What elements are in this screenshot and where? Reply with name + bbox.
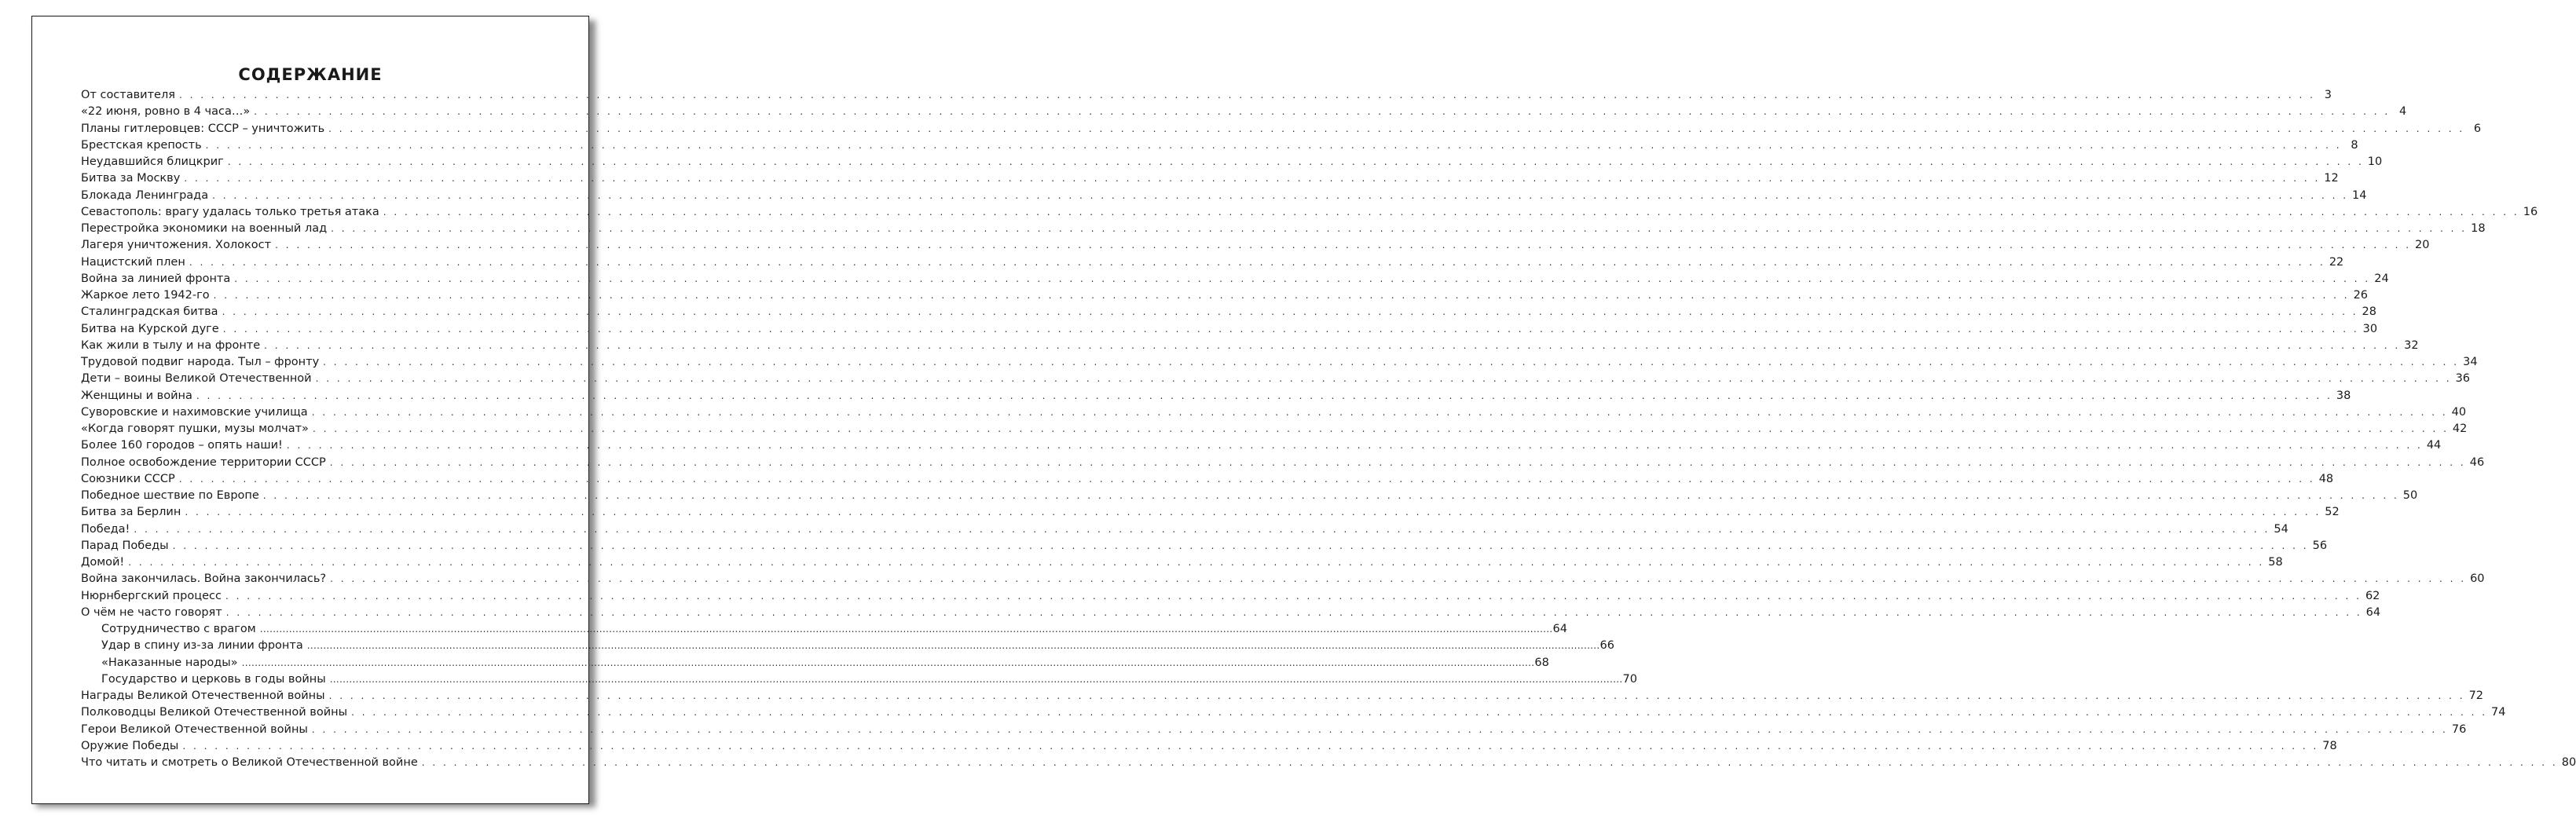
toc-entry bbox=[81, 356, 2478, 372]
toc-page-number: 78 bbox=[2322, 739, 2337, 752]
toc-page-number: 20 bbox=[2415, 239, 2430, 252]
toc-entry-title: Дети – воины Великой Отечественной bbox=[81, 372, 312, 386]
toc-page-number: 38 bbox=[2336, 389, 2351, 402]
toc-entry-title: «Когда говорят пушки, музы молчат» bbox=[81, 422, 309, 435]
toc-entry bbox=[81, 405, 2467, 422]
toc-entry-title: Лагеря уничтожения. Холокост bbox=[81, 239, 272, 252]
toc-entry-title: Герои Великой Отечественной войны bbox=[81, 722, 308, 736]
dot-leader: . . . . . . . . . . . . . . . . . . . . . . . . . . . . . . . . . . . . . . . . . . . . . . . . . . . . . . . . . . . . . . . . . . . . . . . . . . . . . . . . . . . . . . . . . . . . . . . . . . . . . . . . . . . . . . . . . . . . . . . . . . . . . . . . . . . . . . . . . . . . . . . . . . . . . . . . . . . . . . . . . . . . . . . . . . . . . . . . . . . . . . . . . . . . . . . . . . . . . . . . bbox=[311, 723, 2448, 735]
dot-leader: . . . . . . . . . . . . . . . . . . . . . . . . . . . . . . . . . . . . . . . . . . . . . . . . . . . . . . . . . . . . . . . . . . . . . . . . . . . . . . . . . . . . . . . . . . . . . . . . . . . . . . . . . . . . . . . . . . . . . . . . . . . . . . . . . . . . . . . . . . . . . . . . . . . . . . . . . . . . . . . . . . . . . . . . . . . . . . . . . . . . . . . . . . . . . . . . . . . . . . . . bbox=[128, 557, 2265, 568]
toc-page-number: 44 bbox=[2426, 439, 2442, 452]
toc-page-number: 48 bbox=[2318, 472, 2334, 485]
toc-entry bbox=[81, 338, 2419, 356]
toc-page-number: 58 bbox=[2268, 556, 2283, 569]
toc-entry-title: Что читать и смотреть о Великой Отечественной войне bbox=[81, 756, 418, 769]
toc-entry bbox=[81, 272, 2389, 289]
toc-entry-title: Нацистский плен bbox=[81, 255, 185, 269]
page-title: СОДЕРЖАНИЕ bbox=[238, 65, 383, 84]
dot-leader: . . . . . . . . . . . . . . . . . . . . . . . . . . . . . . . . . . . . . . . . . . . . . . . . . . . . . . . . . . . . . . . . . . . . . . . . . . . . . . . . . . . . . . . . . . . . . . . . . . . . . . . . . . . . . . . . . . . . . . . . . . . . . . . . . . . . . . . . . . . . . . . . . . . . . . . . . . . . . . . . . . . . . . . . . . . . . . . . . . . . . . . . . . . . . . . . . . . . . . . . bbox=[383, 206, 2519, 218]
dot-leader: . . . . . . . . . . . . . . . . . . . . . . . . . . . . . . . . . . . . . . . . . . . . . . . . . . . . . . . . . . . . . . . . . . . . . . . . . . . . . . . . . . . . . . . . . . . . . . . . . . . . . . . . . . . . . . . . . . . . . . . . . . . . . . . . . . . . . . . . . . . . . . . . . . . . . . . . . . . . . . . . . . . . . . . . . . . . . . . . . . . . . . . . . . . . . . . . . . . . . . . . bbox=[331, 223, 2468, 234]
toc-page-number: 56 bbox=[2312, 539, 2328, 552]
toc-page-number: 54 bbox=[2274, 522, 2288, 536]
toc-entry-title: Более 160 городов – опять наши! bbox=[81, 439, 283, 452]
toc-page-number: 6 bbox=[2473, 122, 2482, 135]
toc-entry-title: Война за линией фронта bbox=[81, 272, 231, 285]
table-of-contents bbox=[81, 89, 2576, 773]
dot-leader: . . . . . . . . . . . . . . . . . . . . . . . . . . . . . . . . . . . . . . . . . . . . . . . . . . . . . . . . . . . . . . . . . . . . . . . . . . . . . . . . . . . . . . . . . . . . . . . . . . . . . . . . . . . . . . . . . . . . . . . . . . . . . . . . . . . . . . . . . . . . . . . . . . . . . . . . . . . . . . . . . . . . . . . . . . . . . . . . . . . . . . . . . . . . . . . . . . . . . . . . bbox=[254, 106, 2391, 118]
toc-entry bbox=[81, 489, 2418, 506]
toc-entry bbox=[81, 556, 2283, 572]
toc-page-number: 74 bbox=[2491, 706, 2506, 719]
toc-entry-title: Полководцы Великой Отечественной войны bbox=[81, 706, 348, 719]
toc-entry-title: Полное освобождение территории СССР bbox=[81, 455, 326, 469]
toc-page-number: 46 bbox=[2469, 455, 2485, 469]
dot-leader: . . . . . . . . . . . . . . . . . . . . . . . . . . . . . . . . . . . . . . . . . . . . . . . . . . . . . . . . . . . . . . . . . . . . . . . . . . . . . . . . . . . . . . . . . . . . . . . . . . . . . . . . . . . . . . . . . . . . . . . . . . . . . . . . . . . . . . . . . . . . . . . . . . . . . . . . . . . . . . . . . . . . . . . . . . . . . . . . . . . . . . . . . . . . . . . . . . . . . . . . bbox=[330, 573, 2467, 585]
toc-entry bbox=[81, 605, 2381, 623]
toc-page-number: 50 bbox=[2402, 489, 2418, 502]
toc-entry-title: Неудавшийся блицкриг bbox=[81, 155, 224, 168]
dot-leader: . . . . . . . . . . . . . . . . . . . . . . . . . . . . . . . . . . . . . . . . . . . . . . . . . . . . . . . . . . . . . . . . . . . . . . . . . . . . . . . . . . . . . . . . . . . . . . . . . . . . . . . . . . . . . . . . . . . . . . . . . . . . . . . . . . . . . . . . . . . . . . . . . . . . . . . . . . . . . . . . . . . . . . . . . . . . . . . . . . . . . . . . . . . . . . . . . . . . . . . . bbox=[351, 707, 2488, 719]
dot-leader: . . . . . . . . . . . . . . . . . . . . . . . . . . . . . . . . . . . . . . . . . . . . . . . . . . . . . . . . . . . . . . . . . . . . . . . . . . . . . . . . . . . . . . . . . . . . . . . . . . . . . . . . . . . . . . . . . . . . . . . . . . . . . . . . . . . . . . . . . . . . . . . . . . . . . . . . . . . . . . . . . . . . . . . . . . . . . . . . . . . . . . . . . . . . . . . . . . . . . . . . bbox=[134, 523, 2270, 535]
dot-leader: . . . . . . . . . . . . . . . . . . . . . . . . . . . . . . . . . . . . . . . . . . . . . . . . . . . . . . . . . . . . . . . . . . . . . . . . . . . . . . . . . . . . . . . . . . . . . . . . . . . . . . . . . . . . . . . . . . . . . . . . . . . . . . . . . . . . . . . . . . . . . . . . . . . . . . . . . . . . . . . . . . . . . . . . . . . . . . . . . . . . . . . . . . . . . . . . . . . . . . . . bbox=[178, 473, 2315, 485]
toc-entry bbox=[81, 572, 2485, 589]
toc-entry bbox=[81, 155, 2383, 172]
toc-entry bbox=[81, 89, 2332, 105]
toc-page-number: 72 bbox=[2468, 689, 2484, 702]
dot-leader: . . . . . . . . . . . . . . . . . . . . . . . . . . . . . . . . . . . . . . . . . . . . . . . . . . . . . . . . . . . . . . . . . . . . . . . . . . . . . . . . . . . . . . . . . . . . . . . . . . . . . . . . . . . . . . . . . . . . . . . . . . . . . . . . . . . . . . . . . . . . . . . . . . . . . . . . . . . . . . . . . . . . . . . . . . . . . . . . . . . . . . . . . . . . . . . . . . . . . . . . bbox=[328, 690, 2465, 701]
toc-entry-title: Как жили в тылу и на фронте bbox=[81, 338, 261, 352]
document-page bbox=[31, 16, 2576, 804]
dot-leader: . . . . . . . . . . . . . . . . . . . . . . . . . . . . . . . . . . . . . . . . . . . . . . . . . . . . . . . . . . . . . . . . . . . . . . . . . . . . . . . . . . . . . . . . . . . . . . . . . . . . . . . . . . . . . . . . . . . . . . . . . . . . . . . . . . . . . . . . . . . . . . . . . . . . . . . . . . . . . . . . . . . . . . . . . . . . . . . . . . . . . . . . . . . . . . . . . . . . . . . . bbox=[222, 323, 2359, 335]
dot-leader: . . . . . . . . . . . . . . . . . . . . . . . . . . . . . . . . . . . . . . . . . . . . . . . . . . . . . . . . . . . . . . . . . . . . . . . . . . . . . . . . . . . . . . . . . . . . . . . . . . . . . . . . . . . . . . . . . . . . . . . . . . . . . . . . . . . . . . . . . . . . . . . . . . . . . . . . . . . . . . . . . . . . . . . . . . . . . . . . . . . . . . . . . . . . . . . . . . . . . . . . bbox=[312, 423, 2449, 434]
toc-page-number: 8 bbox=[2351, 138, 2358, 152]
dot-leader: . . . . . . . . . . . . . . . . . . . . . . . . . . . . . . . . . . . . . . . . . . . . . . . . . . . . . . . . . . . . . . . . . . . . . . . . . . . . . . . . . . . . . . . . . . . . . . . . . . . . . . . . . . . . . . . . . . . . . . . . . . . . . . . . . . . . . . . . . . . . . . . . . . . . . . . . . . . . . . . . . . . . . . . . . . . . . . . . . . . . . . . . . . . . . . . . . . . . . . . . bbox=[323, 357, 2460, 368]
toc-entry-title: Нюрнбергский процесс bbox=[81, 589, 222, 602]
toc-entry-title: О чём не часто говорят bbox=[81, 605, 222, 619]
toc-entry bbox=[81, 472, 2334, 489]
toc-page-number: 36 bbox=[2455, 372, 2471, 386]
dot-leader: . . . . . . . . . . . . . . . . . . . . . . . . . . . . . . . . . . . . . . . . . . . . . . . . . . . . . . . . . . . . . . . . . . . . . . . . . . . . . . . . . . . . . . . . . . . . . . . . . . . . . . . . . . . . . . . . . . . . . . . . . . . . . . . . . . . . . . . . . . . . . . . . . . . . . . . . . . . . . . . . . . . . . . . . . . . . . . . . . . . . . . . . . . . . . . . . . . . . . . . . bbox=[178, 90, 2315, 101]
toc-page-number: 52 bbox=[2325, 506, 2340, 519]
toc-entry bbox=[81, 589, 2380, 606]
dot-leader: ................................................................................................................................................................................................................................................................................................................................................................................................................ bbox=[306, 640, 1600, 652]
toc-page-number: 3 bbox=[2324, 89, 2332, 101]
toc-entry bbox=[81, 439, 2442, 455]
toc-entry bbox=[81, 506, 2340, 522]
toc-subentry bbox=[81, 639, 1614, 656]
dot-leader: . . . . . . . . . . . . . . . . . . . . . . . . . . . . . . . . . . . . . . . . . . . . . . . . . . . . . . . . . . . . . . . . . . . . . . . . . . . . . . . . . . . . . . . . . . . . . . . . . . . . . . . . . . . . . . . . . . . . . . . . . . . . . . . . . . . . . . . . . . . . . . . . . . . . . . . . . . . . . . . . . . . . . . . . . . . . . . . . . . . . . . . . . . . . . . . . . . . . . . . . bbox=[262, 490, 2399, 501]
dot-leader: . . . . . . . . . . . . . . . . . . . . . . . . . . . . . . . . . . . . . . . . . . . . . . . . . . . . . . . . . . . . . . . . . . . . . . . . . . . . . . . . . . . . . . . . . . . . . . . . . . . . . . . . . . . . . . . . . . . . . . . . . . . . . . . . . . . . . . . . . . . . . . . . . . . . . . . . . . . . . . . . . . . . . . . . . . . . . . . . . . . . . . . . . . . . . . . . . . . . . . . . bbox=[225, 606, 2362, 618]
toc-entry-title: Домой! bbox=[81, 556, 125, 569]
dot-leader: . . . . . . . . . . . . . . . . . . . . . . . . . . . . . . . . . . . . . . . . . . . . . . . . . . . . . . . . . . . . . . . . . . . . . . . . . . . . . . . . . . . . . . . . . . . . . . . . . . . . . . . . . . . . . . . . . . . . . . . . . . . . . . . . . . . . . . . . . . . . . . . . . . . . . . . . . . . . . . . . . . . . . . . . . . . . . . . . . . . . . . . . . . . . . . . . . . . . . . . . bbox=[205, 139, 2342, 151]
dot-leader: . . . . . . . . . . . . . . . . . . . . . . . . . . . . . . . . . . . . . . . . . . . . . . . . . . . . . . . . . . . . . . . . . . . . . . . . . . . . . . . . . . . . . . . . . . . . . . . . . . . . . . . . . . . . . . . . . . . . . . . . . . . . . . . . . . . . . . . . . . . . . . . . . . . . . . . . . . . . . . . . . . . . . . . . . . . . . . . . . . . . . . . . . . . . . . . . . . . . . . . . bbox=[213, 290, 2350, 301]
toc-entry bbox=[81, 138, 2358, 155]
toc-entry-title: Брестская крепость bbox=[81, 138, 202, 152]
toc-entry-title: Битва за Москву bbox=[81, 172, 181, 185]
toc-entry-title: От составителя bbox=[81, 89, 175, 101]
toc-entry-title: Удар в спину из-за линии фронта bbox=[101, 639, 303, 653]
toc-entry bbox=[81, 739, 2337, 756]
toc-page-number: 16 bbox=[2523, 205, 2538, 218]
dot-leader: . . . . . . . . . . . . . . . . . . . . . . . . . . . . . . . . . . . . . . . . . . . . . . . . . . . . . . . . . . . . . . . . . . . . . . . . . . . . . . . . . . . . . . . . . . . . . . . . . . . . . . . . . . . . . . . . . . . . . . . . . . . . . . . . . . . . . . . . . . . . . . . . . . . . . . . . . . . . . . . . . . . . . . . . . . . . . . . . . . . . . . . . . . . . . . . . . . . . . . . . bbox=[189, 256, 2325, 268]
dot-leader: . . . . . . . . . . . . . . . . . . . . . . . . . . . . . . . . . . . . . . . . . . . . . . . . . . . . . . . . . . . . . . . . . . . . . . . . . . . . . . . . . . . . . . . . . . . . . . . . . . . . . . . . . . . . . . . . . . . . . . . . . . . . . . . . . . . . . . . . . . . . . . . . . . . . . . . . . . . . . . . . . . . . . . . . . . . . . . . . . . . . . . . . . . . . . . . . . . . . . . . . bbox=[182, 740, 2319, 752]
toc-entry bbox=[81, 455, 2485, 473]
toc-entry bbox=[81, 305, 2376, 322]
dot-leader: . . . . . . . . . . . . . . . . . . . . . . . . . . . . . . . . . . . . . . . . . . . . . . . . . . . . . . . . . . . . . . . . . . . . . . . . . . . . . . . . . . . . . . . . . . . . . . . . . . . . . . . . . . . . . . . . . . . . . . . . . . . . . . . . . . . . . . . . . . . . . . . . . . . . . . . . . . . . . . . . . . . . . . . . . . . . . . . . . . . . . . . . . . . . . . . . . . . . . . . . bbox=[185, 507, 2321, 518]
toc-entry bbox=[81, 172, 2339, 188]
toc-page-number: 42 bbox=[2452, 422, 2468, 435]
toc-entry-title: Перестройка экономики на военный лад bbox=[81, 222, 328, 235]
dot-leader: . . . . . . . . . . . . . . . . . . . . . . . . . . . . . . . . . . . . . . . . . . . . . . . . . . . . . . . . . . . . . . . . . . . . . . . . . . . . . . . . . . . . . . . . . . . . . . . . . . . . . . . . . . . . . . . . . . . . . . . . . . . . . . . . . . . . . . . . . . . . . . . . . . . . . . . . . . . . . . . . . . . . . . . . . . . . . . . . . . . . . . . . . . . . . . . . . . . . . . . . bbox=[227, 156, 2364, 167]
toc-page-number: 64 bbox=[1552, 623, 1567, 635]
toc-page-number: 28 bbox=[2362, 305, 2376, 319]
toc-page-number: 18 bbox=[2471, 222, 2486, 235]
toc-entry bbox=[81, 222, 2486, 239]
toc-entry-title: Суворовские и нахимовские училища bbox=[81, 405, 308, 419]
toc-entry-title: Союзники СССР bbox=[81, 472, 175, 485]
toc-page-number: 30 bbox=[2362, 322, 2378, 335]
toc-page-number: 70 bbox=[1622, 672, 1637, 686]
toc-entry bbox=[81, 372, 2471, 389]
dot-leader: . . . . . . . . . . . . . . . . . . . . . . . . . . . . . . . . . . . . . . . . . . . . . . . . . . . . . . . . . . . . . . . . . . . . . . . . . . . . . . . . . . . . . . . . . . . . . . . . . . . . . . . . . . . . . . . . . . . . . . . . . . . . . . . . . . . . . . . . . . . . . . . . . . . . . . . . . . . . . . . . . . . . . . . . . . . . . . . . . . . . . . . . . . . . . . . . . . . . . . . . bbox=[275, 240, 2412, 251]
dot-leader: . . . . . . . . . . . . . . . . . . . . . . . . . . . . . . . . . . . . . . . . . . . . . . . . . . . . . . . . . . . . . . . . . . . . . . . . . . . . . . . . . . . . . . . . . . . . . . . . . . . . . . . . . . . . . . . . . . . . . . . . . . . . . . . . . . . . . . . . . . . . . . . . . . . . . . . . . . . . . . . . . . . . . . . . . . . . . . . . . . . . . . . . . . . . . . . . . . . . . . . . bbox=[286, 440, 2423, 452]
dot-leader: . . . . . . . . . . . . . . . . . . . . . . . . . . . . . . . . . . . . . . . . . . . . . . . . . . . . . . . . . . . . . . . . . . . . . . . . . . . . . . . . . . . . . . . . . . . . . . . . . . . . . . . . . . . . . . . . . . . . . . . . . . . . . . . . . . . . . . . . . . . . . . . . . . . . . . . . . . . . . . . . . . . . . . . . . . . . . . . . . . . . . . . . . . . . . . . . . . . . . . . . bbox=[421, 757, 2558, 768]
toc-entry-title: Сталинградская битва bbox=[81, 305, 218, 319]
toc-page-number: 60 bbox=[2470, 572, 2485, 586]
toc-page-number: 64 bbox=[2365, 605, 2381, 619]
toc-entry-title: Битва за Берлин bbox=[81, 506, 181, 519]
dot-leader: ................................................................................................................................................................................................................................................................................................................................................................................................................ bbox=[259, 624, 1553, 635]
toc-entry-title: «22 июня, ровно в 4 часа…» bbox=[81, 105, 251, 119]
toc-entry bbox=[81, 756, 2576, 773]
dot-leader: . . . . . . . . . . . . . . . . . . . . . . . . . . . . . . . . . . . . . . . . . . . . . . . . . . . . . . . . . . . . . . . . . . . . . . . . . . . . . . . . . . . . . . . . . . . . . . . . . . . . . . . . . . . . . . . . . . . . . . . . . . . . . . . . . . . . . . . . . . . . . . . . . . . . . . . . . . . . . . . . . . . . . . . . . . . . . . . . . . . . . . . . . . . . . . . . . . . . . . . . bbox=[311, 406, 2448, 418]
toc-entry-title: Сотрудничество с врагом bbox=[101, 623, 256, 635]
toc-entry bbox=[81, 389, 2351, 406]
toc-entry-title: Планы гитлеровцев: СССР – уничтожить bbox=[81, 122, 325, 135]
toc-entry-title: Награды Великой Отечественной войны bbox=[81, 689, 325, 702]
toc-entry bbox=[81, 105, 2407, 122]
toc-entry-title: Севастополь: врагу удалась только третья атака bbox=[81, 205, 379, 218]
toc-entry-title: Война закончилась. Война закончилась? bbox=[81, 572, 327, 586]
toc-entry bbox=[81, 255, 2344, 273]
toc-page-number: 22 bbox=[2329, 255, 2344, 269]
toc-page-number: 68 bbox=[1534, 656, 1549, 669]
dot-leader: . . . . . . . . . . . . . . . . . . . . . . . . . . . . . . . . . . . . . . . . . . . . . . . . . . . . . . . . . . . . . . . . . . . . . . . . . . . . . . . . . . . . . . . . . . . . . . . . . . . . . . . . . . . . . . . . . . . . . . . . . . . . . . . . . . . . . . . . . . . . . . . . . . . . . . . . . . . . . . . . . . . . . . . . . . . . . . . . . . . . . . . . . . . . . . . . . . . . . . . . bbox=[315, 373, 2452, 385]
toc-entry-title: Победное шествие по Европе bbox=[81, 489, 259, 502]
dot-leader: . . . . . . . . . . . . . . . . . . . . . . . . . . . . . . . . . . . . . . . . . . . . . . . . . . . . . . . . . . . . . . . . . . . . . . . . . . . . . . . . . . . . . . . . . . . . . . . . . . . . . . . . . . . . . . . . . . . . . . . . . . . . . . . . . . . . . . . . . . . . . . . . . . . . . . . . . . . . . . . . . . . . . . . . . . . . . . . . . . . . . . . . . . . . . . . . . . . . . . . . bbox=[172, 540, 2309, 551]
toc-subentry bbox=[81, 623, 1567, 639]
dot-leader: . . . . . . . . . . . . . . . . . . . . . . . . . . . . . . . . . . . . . . . . . . . . . . . . . . . . . . . . . . . . . . . . . . . . . . . . . . . . . . . . . . . . . . . . . . . . . . . . . . . . . . . . . . . . . . . . . . . . . . . . . . . . . . . . . . . . . . . . . . . . . . . . . . . . . . . . . . . . . . . . . . . . . . . . . . . . . . . . . . . . . . . . . . . . . . . . . . . . . . . . bbox=[212, 189, 2349, 201]
dot-leader: . . . . . . . . . . . . . . . . . . . . . . . . . . . . . . . . . . . . . . . . . . . . . . . . . . . . . . . . . . . . . . . . . . . . . . . . . . . . . . . . . . . . . . . . . . . . . . . . . . . . . . . . . . . . . . . . . . . . . . . . . . . . . . . . . . . . . . . . . . . . . . . . . . . . . . . . . . . . . . . . . . . . . . . . . . . . . . . . . . . . . . . . . . . . . . . . . . . . . . . . bbox=[184, 173, 2321, 185]
toc-page-number: 62 bbox=[2365, 589, 2380, 602]
toc-entry bbox=[81, 289, 2369, 305]
toc-page-number: 26 bbox=[2353, 289, 2369, 302]
toc-page-number: 66 bbox=[1599, 639, 1614, 653]
toc-page-number: 40 bbox=[2451, 405, 2467, 419]
dot-leader: . . . . . . . . . . . . . . . . . . . . . . . . . . . . . . . . . . . . . . . . . . . . . . . . . . . . . . . . . . . . . . . . . . . . . . . . . . . . . . . . . . . . . . . . . . . . . . . . . . . . . . . . . . . . . . . . . . . . . . . . . . . . . . . . . . . . . . . . . . . . . . . . . . . . . . . . . . . . . . . . . . . . . . . . . . . . . . . . . . . . . . . . . . . . . . . . . . . . . . . . bbox=[329, 456, 2466, 468]
toc-entry bbox=[81, 689, 2484, 706]
toc-page-number: 34 bbox=[2463, 356, 2478, 368]
toc-entry bbox=[81, 706, 2506, 722]
toc-entry-title: Государство и церковь в годы войны bbox=[101, 672, 326, 686]
toc-entry-title: Битва на Курской дуге bbox=[81, 322, 219, 335]
toc-page-number: 24 bbox=[2374, 272, 2389, 285]
toc-page-number: 80 bbox=[2561, 756, 2576, 769]
dot-leader: . . . . . . . . . . . . . . . . . . . . . . . . . . . . . . . . . . . . . . . . . . . . . . . . . . . . . . . . . . . . . . . . . . . . . . . . . . . . . . . . . . . . . . . . . . . . . . . . . . . . . . . . . . . . . . . . . . . . . . . . . . . . . . . . . . . . . . . . . . . . . . . . . . . . . . . . . . . . . . . . . . . . . . . . . . . . . . . . . . . . . . . . . . . . . . . . . . . . . . . . bbox=[328, 123, 2465, 134]
toc-page-number: 12 bbox=[2324, 172, 2339, 185]
dot-leader: ................................................................................................................................................................................................................................................................................................................................................................................................................ bbox=[329, 673, 1623, 685]
toc-entry bbox=[81, 205, 2538, 222]
toc-page-number: 10 bbox=[2367, 155, 2383, 168]
toc-entry bbox=[81, 539, 2328, 556]
toc-entry bbox=[81, 422, 2468, 439]
toc-entry bbox=[81, 239, 2430, 255]
toc-entry-title: Блокада Ленинграда bbox=[81, 188, 209, 202]
dot-leader: . . . . . . . . . . . . . . . . . . . . . . . . . . . . . . . . . . . . . . . . . . . . . . . . . . . . . . . . . . . . . . . . . . . . . . . . . . . . . . . . . . . . . . . . . . . . . . . . . . . . . . . . . . . . . . . . . . . . . . . . . . . . . . . . . . . . . . . . . . . . . . . . . . . . . . . . . . . . . . . . . . . . . . . . . . . . . . . . . . . . . . . . . . . . . . . . . . . . . . . . bbox=[196, 390, 2332, 401]
toc-entry bbox=[81, 322, 2378, 339]
dot-leader: ................................................................................................................................................................................................................................................................................................................................................................................................................ bbox=[241, 657, 1535, 668]
toc-entry bbox=[81, 522, 2288, 540]
toc-entry bbox=[81, 722, 2467, 740]
dot-leader: . . . . . . . . . . . . . . . . . . . . . . . . . . . . . . . . . . . . . . . . . . . . . . . . . . . . . . . . . . . . . . . . . . . . . . . . . . . . . . . . . . . . . . . . . . . . . . . . . . . . . . . . . . . . . . . . . . . . . . . . . . . . . . . . . . . . . . . . . . . . . . . . . . . . . . . . . . . . . . . . . . . . . . . . . . . . . . . . . . . . . . . . . . . . . . . . . . . . . . . . bbox=[225, 590, 2362, 602]
toc-page-number: 32 bbox=[2404, 338, 2419, 352]
toc-entry bbox=[81, 122, 2482, 139]
dot-leader: . . . . . . . . . . . . . . . . . . . . . . . . . . . . . . . . . . . . . . . . . . . . . . . . . . . . . . . . . . . . . . . . . . . . . . . . . . . . . . . . . . . . . . . . . . . . . . . . . . . . . . . . . . . . . . . . . . . . . . . . . . . . . . . . . . . . . . . . . . . . . . . . . . . . . . . . . . . . . . . . . . . . . . . . . . . . . . . . . . . . . . . . . . . . . . . . . . . . . . . . bbox=[222, 306, 2358, 318]
toc-entry-title: Жаркое лето 1942-го bbox=[81, 289, 210, 302]
toc-entry-title: Женщины и война bbox=[81, 389, 192, 402]
dot-leader: . . . . . . . . . . . . . . . . . . . . . . . . . . . . . . . . . . . . . . . . . . . . . . . . . . . . . . . . . . . . . . . . . . . . . . . . . . . . . . . . . . . . . . . . . . . . . . . . . . . . . . . . . . . . . . . . . . . . . . . . . . . . . . . . . . . . . . . . . . . . . . . . . . . . . . . . . . . . . . . . . . . . . . . . . . . . . . . . . . . . . . . . . . . . . . . . . . . . . . . . bbox=[264, 339, 2401, 351]
toc-entry-title: «Наказанные народы» bbox=[101, 656, 238, 669]
toc-entry-title: Парад Победы bbox=[81, 539, 169, 552]
toc-page-number: 76 bbox=[2451, 722, 2467, 736]
toc-entry-title: Победа! bbox=[81, 522, 130, 536]
toc-page-number: 14 bbox=[2352, 188, 2367, 202]
toc-subentry bbox=[81, 672, 1637, 689]
toc-entry-title: Трудовой подвиг народа. Тыл – фронту bbox=[81, 356, 320, 368]
toc-entry bbox=[81, 188, 2367, 206]
dot-leader: . . . . . . . . . . . . . . . . . . . . . . . . . . . . . . . . . . . . . . . . . . . . . . . . . . . . . . . . . . . . . . . . . . . . . . . . . . . . . . . . . . . . . . . . . . . . . . . . . . . . . . . . . . . . . . . . . . . . . . . . . . . . . . . . . . . . . . . . . . . . . . . . . . . . . . . . . . . . . . . . . . . . . . . . . . . . . . . . . . . . . . . . . . . . . . . . . . . . . . . . bbox=[234, 273, 2371, 284]
toc-entry-title: Оружие Победы bbox=[81, 739, 179, 752]
toc-subentry bbox=[81, 656, 1549, 673]
toc-page-number: 4 bbox=[2398, 105, 2407, 119]
